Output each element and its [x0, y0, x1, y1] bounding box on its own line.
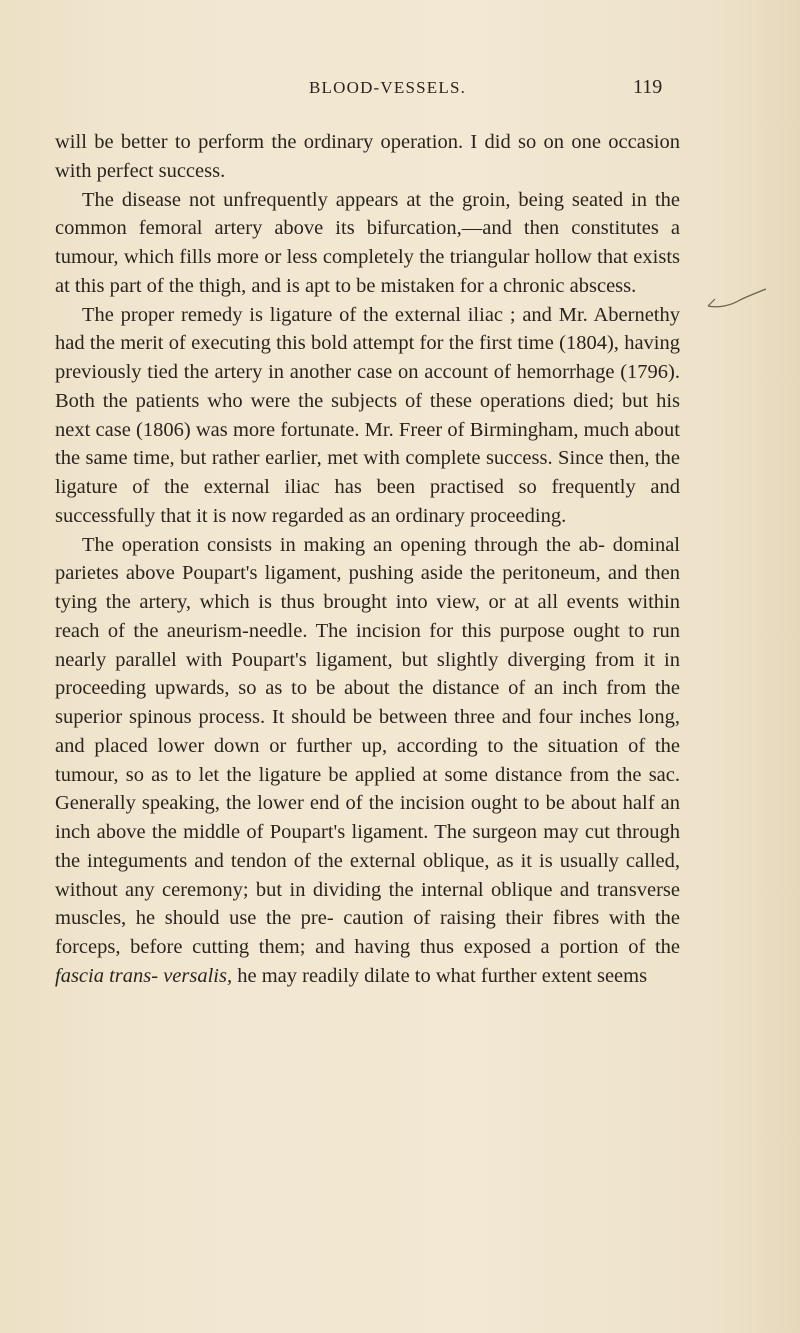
- paragraph: will be better to perform the ordinary operation. I did so on one occasion with perfect success.: [55, 131, 680, 182]
- page-number: 119: [633, 76, 663, 98]
- body-text: [55, 128, 680, 991]
- paragraph-text: he may readily dilate to what further extent seems: [237, 964, 648, 987]
- page-header: [0, 70, 800, 100]
- paragraph: [55, 531, 680, 991]
- pencil-mark-icon: [706, 286, 768, 310]
- paragraph-text: The operation consists in making an opening through the ab- dominal parietes above Poupart's ligament, pushing aside the peritoneum, and then tying the artery, which is thus brought into view, or at all events within reach of the aneurism-needle. The incision for this purpose ought to run nearly parallel with Poupart's ligament, but slightly diverging from it in proceeding upwards, so as to be about the distance of an inch from the superior spinous process. It should be between three and four inches long, and placed lower down or further up, according to the situation of the tumour, so as to let the ligature be applied at some distance from the sac. Generally speaking, the lower end of the incision ought to be about half an inch above the middle of Poupart's ligament. The surgeon may cut through the integuments and tendon of the external oblique, as it is usually called, without any ceremony; but in dividing the internal oblique and transverse muscles, he should use the pre- caution of raising their fibres with the forceps, before cutting them; and having thus exposed a portion of the: [55, 533, 680, 958]
- italic-term: fascia trans- versalis,: [55, 964, 233, 987]
- running-head: BLOOD-VESSELS.: [309, 78, 467, 97]
- paragraph: The proper remedy is ligature of the external iliac ; and Mr. Abernethy had the merit of executing this bold attempt for the first time (1804), having previously tied the artery in another case on account of hemorrhage (1796). Both the patients who were the subjects of these operations died; but his next case (1806) was more fortunate. Mr. Freer of Birmingham, much about the same time, but rather earlier, met with complete success. Since then, the ligature of the external iliac has been practised so frequently and successfully that it is now regarded as an ordinary proceeding.: [55, 303, 680, 527]
- paragraph: The disease not unfrequently appears at the groin, being seated in the common femoral artery above its bifurcation,—and then constitutes a tumour, which fills more or less completely the triangular hollow that exists at this part of the thigh, and is apt to be mistaken for a chronic abscess.: [55, 188, 680, 297]
